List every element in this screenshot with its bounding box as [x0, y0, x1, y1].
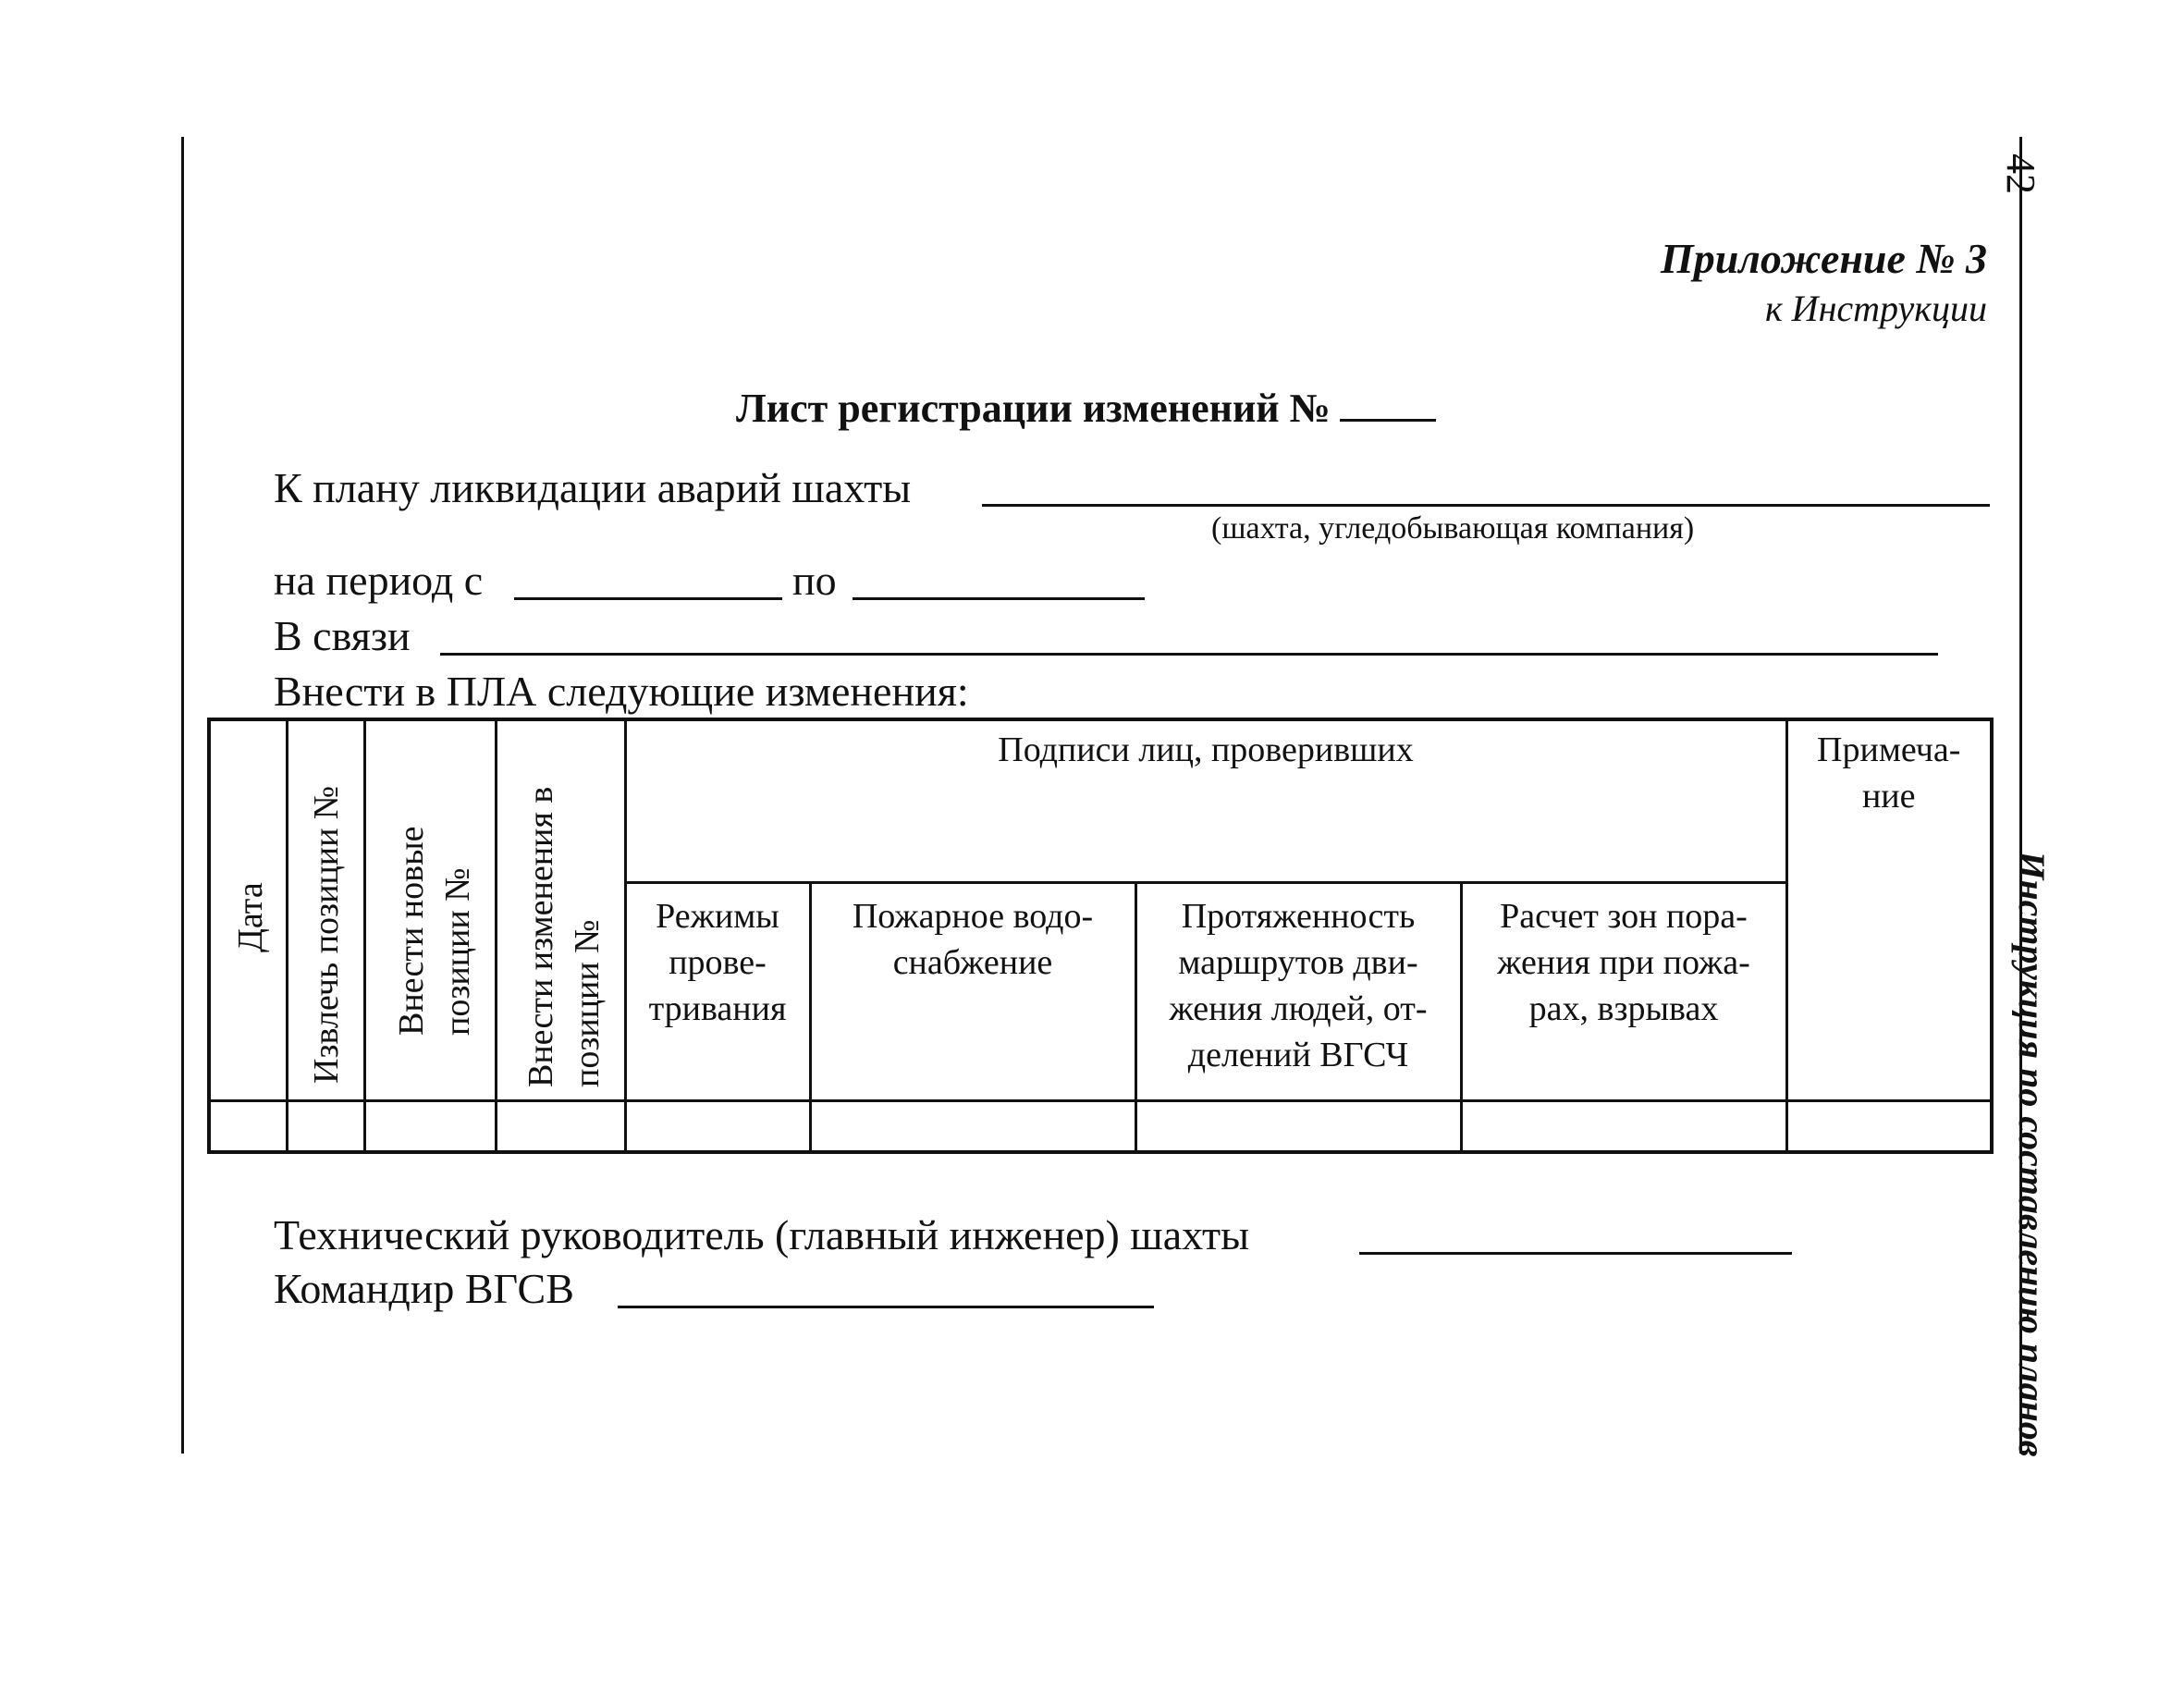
header-remove: [287, 719, 364, 1100]
table-cell[interactable]: [287, 1100, 364, 1152]
appendix-title: Приложение № 3: [1660, 235, 1987, 282]
table-cell[interactable]: [625, 1100, 810, 1152]
subheader-routes: Протяженность маршрутов дви-жения людей, от-делений ВГСЧ: [1135, 882, 1461, 1100]
sheet-title-text: Лист регистрации изменений №: [736, 386, 1331, 431]
page-number: 42: [1998, 153, 2043, 194]
running-side-title: Инструкция по составлению планов: [2011, 851, 2053, 1457]
commander-signature-line[interactable]: [618, 1306, 1154, 1308]
subheader-damage-zones: Расчет зон пора-жения при пожа-рах, взрывах: [1461, 882, 1786, 1100]
left-margin-rule: [181, 137, 184, 1454]
header-add-new: [364, 719, 496, 1100]
header-date-text: Дата: [231, 882, 270, 952]
plan-blank-line[interactable]: [982, 504, 1990, 507]
header-signatures: Подписи лиц, проверивших: [625, 719, 1786, 882]
plan-caption: (шахта, угледобывающая компания): [1211, 511, 1695, 546]
reason-blank-line[interactable]: [440, 653, 1938, 656]
appendix-subtitle: к Инструкции: [1764, 288, 1987, 329]
table-cell[interactable]: [209, 1100, 287, 1152]
table-header-row: [209, 719, 1992, 882]
plan-label: К плану ликвидации аварий шахты: [274, 464, 912, 511]
period-to-label: по: [792, 557, 837, 604]
period-to-blank[interactable]: [853, 597, 1145, 600]
table-cell[interactable]: [1135, 1100, 1461, 1152]
subheader-fire-water: Пожарное водо-снабжение: [810, 882, 1135, 1100]
header-add-new-text: Внести новые позиции №: [391, 826, 477, 1036]
header-modify: [496, 719, 625, 1100]
header-modify-text: Внести изменения в позиции №: [521, 786, 607, 1087]
tech-director-label: Технический руководитель (главный инженер) шахты: [274, 1211, 1250, 1258]
sheet-title: [736, 383, 1436, 435]
changes-label: Внести в ПЛА следующие изменения:: [274, 668, 969, 715]
tech-director-signature-line[interactable]: [1359, 1252, 1792, 1255]
header-remove-text: Извлечь позиции №: [306, 785, 346, 1084]
header-note: Примеча-ние: [1786, 719, 1992, 1100]
subheader-ventilation: Режимы прове-тривания: [625, 882, 810, 1100]
period-from-label: на период с: [274, 557, 484, 604]
table-cell[interactable]: [1461, 1100, 1786, 1152]
registration-table: [207, 718, 1994, 1154]
table-cell[interactable]: [496, 1100, 625, 1152]
table-cell[interactable]: [810, 1100, 1135, 1152]
table-cell[interactable]: [364, 1100, 496, 1152]
table-cell[interactable]: [1786, 1100, 1992, 1152]
reason-label: В связи: [274, 612, 411, 659]
header-date: [209, 719, 287, 1100]
sheet-number-blank[interactable]: [1340, 384, 1436, 422]
table-row: [209, 1100, 1992, 1152]
commander-label: Командир ВГСВ: [274, 1265, 574, 1312]
period-from-blank[interactable]: [514, 597, 782, 600]
